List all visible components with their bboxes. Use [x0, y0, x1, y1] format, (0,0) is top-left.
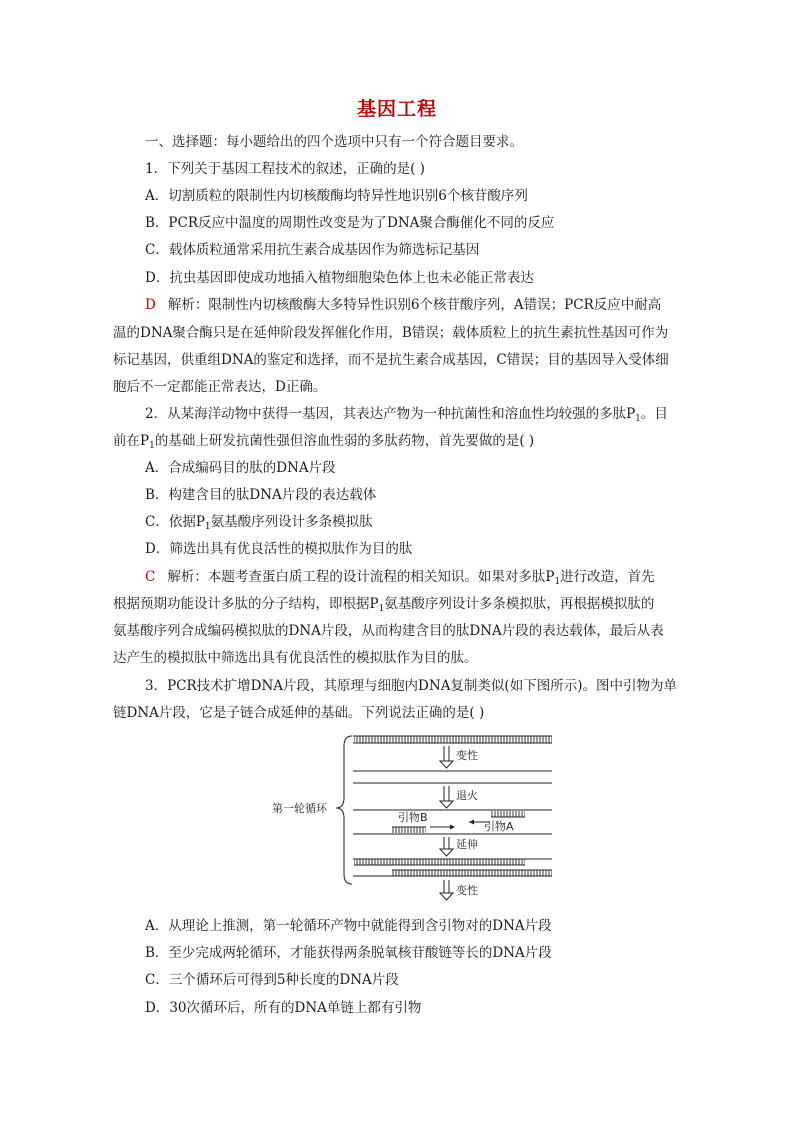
cycle-brace: [336, 736, 352, 884]
primer-b-label: 引物B: [398, 811, 428, 824]
q2-answer: C: [145, 569, 156, 585]
q1-answer: D: [145, 297, 156, 313]
q1-option-a: A．切割质粒的限制性内切核酸酶均特异性地识别6个核苷酸序列: [145, 188, 528, 204]
q3-stem-line-2: 链DNA片段，它是子链合成延伸的基础。下列说法正确的是( ): [113, 705, 485, 721]
pcr-cycle-diagram: [266, 730, 566, 910]
q3-stem-line-1: 3．PCR技术扩增DNA片段，其原理与细胞内DNA复制类似(如下图所示)。图中引物为单: [145, 678, 677, 694]
q2-option-b: B．构建含目的肽DNA片段的表达载体: [145, 487, 377, 503]
q1-option-b: B．PCR反应中温度的周期性改变是为了DNA聚合酶催化不同的反应: [145, 215, 555, 231]
step-anneal-arrow: [440, 786, 453, 808]
q1-explanation-line-1: D 解析：限制性内切核酸酶大多特异性识别6个核苷酸序列，A错误；PCR反应中耐高: [145, 297, 662, 313]
template-double-strand: [353, 736, 552, 743]
extended-product-top: [353, 859, 552, 865]
step-anneal-label: 退火: [456, 789, 478, 802]
q2-stem-line-2: 前在$P_1$的基础上研发抗菌性强但溶血性弱的多肽药物，首先要做的是( ): [113, 433, 535, 451]
q2-explanation-line-4: 达产生的模拟肽中筛选出具有优良活性的模拟肽作为目的肽。: [113, 650, 478, 666]
q1-explanation-line-3: 标记基因，供重组DNA的鉴定和选择，而不是抗生素合成基因，C错误；目的基因导入受体细: [113, 352, 669, 368]
q2-explanation-line-3: 氨基酸序列合成编码模拟肽的DNA片段，从而构建含目的肽DNA片段的表达载体，最后从表: [113, 623, 664, 639]
primer-b-direction-arrow: [430, 825, 455, 830]
q2-explanation-line-2: 根据预期功能设计多肽的分子结构，即根据$P_1$氨基酸序列设计多条模拟肽，再根据模拟肽的: [113, 596, 655, 614]
step-denature-label: 变性: [456, 749, 478, 762]
q2-option-d: D．筛选出具有优良活性的模拟肽作为目的肽: [145, 541, 413, 557]
step-denature-arrow: [440, 746, 453, 768]
q2-explanation-line-1: C 解析：本题考查蛋白质工程的设计流程的相关知识。如果对多肽$P_1$进行改造，首先: [145, 569, 655, 587]
primer-a-segment: [491, 811, 525, 817]
q3-option-c: C．三个循环后可得到5种长度的DNA片段: [145, 972, 399, 988]
q1-explanation-line-4: 胞后不一定都能正常表达，D正确。: [113, 379, 327, 395]
q1-option-d: D．抗虫基因即使成功地插入植物细胞染色体上也未必能正常表达: [145, 270, 534, 286]
step-extend-arrow: [440, 837, 453, 856]
q1-option-c: C．载体质粒通常采用抗生素合成基因作为筛选标记基因: [145, 242, 480, 258]
section-heading: 一、选择题：每小题给出的四个选项中只有一个符合题目要求。: [145, 134, 523, 150]
page-title: 基因工程: [356, 98, 437, 120]
q3-option-d: D．30次循环后，所有的DNA单链上都有引物: [145, 1000, 422, 1016]
step-denature-2-arrow: [440, 880, 453, 900]
extended-product-bottom: [353, 870, 552, 876]
q1-stem: 1．下列关于基因工程技术的叙述，正确的是( ): [145, 161, 425, 177]
cycle-label: 第一轮循环: [272, 802, 327, 815]
step-denature-2-label: 变性: [456, 884, 478, 897]
step-extend-label: 延伸: [456, 838, 478, 851]
q1-explanation-line-2: 温的DNA聚合酶只是在延伸阶段发挥催化作用，B错误；载体质粒上的抗生素抗性基因可作为: [113, 325, 669, 341]
q2-stem-line-1: 2．从某海洋动物中获得一基因，其表达产物为一种抗菌性和溶血性均较强的多肽$P_1$。目: [145, 406, 668, 424]
primer-b-segment: [392, 827, 426, 833]
q2-option-a: A．合成编码目的肽的DNA片段: [145, 460, 336, 476]
primer-a-label: 引物A: [484, 820, 514, 833]
q3-option-a: A．从理论上推测，第一轮循环产物中就能得到含引物对的DNA片段: [145, 918, 552, 934]
q3-option-b: B．至少完成两轮循环，才能获得两条脱氧核苷酸链等长的DNA片段: [145, 945, 552, 961]
q2-option-c: C．依据$P_1$氨基酸序列设计多条模拟肽: [145, 514, 373, 532]
